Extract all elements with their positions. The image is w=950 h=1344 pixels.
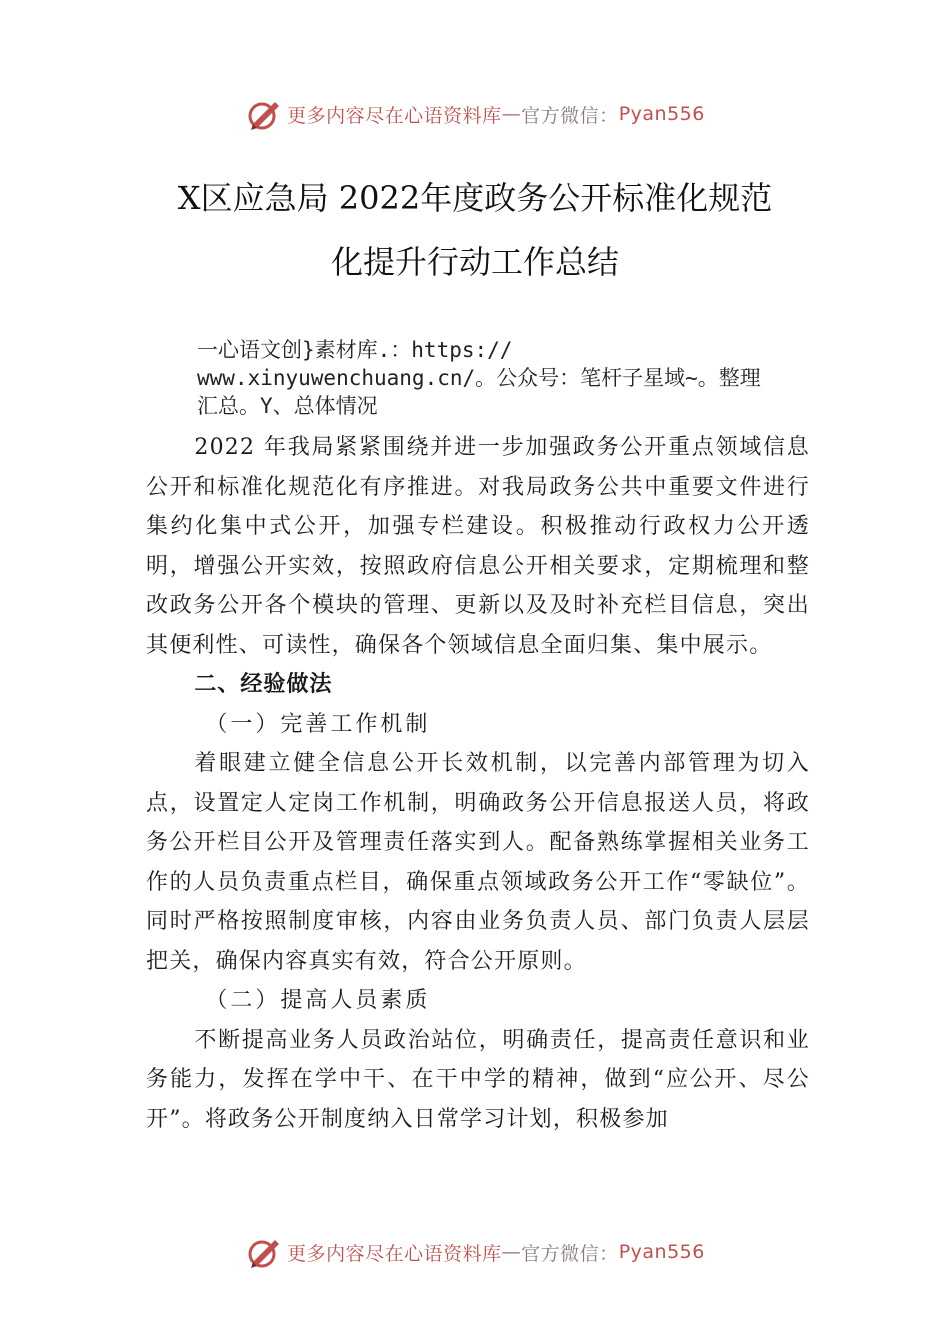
watermark-wechat-id: Pyan556 bbox=[618, 1241, 705, 1263]
paragraph-overview: 2022 年我局紧紧围绕并进一步加强政务公开重点领域信息公开和标准化规范化有序推进。对我局政务公共中重要文件进行集约化集中式公开，加强专栏建设。积极推动行政权力公开透明，增强公开实效，按照政府信息公开相关要求，定期梳理和整改政务公开各个模块的管理、更新以及及时补充栏目信息，突出其便利性、可读性，确保各个领域信息全面归集、集中展示。 bbox=[146, 435, 810, 658]
watermark-separator: — bbox=[501, 1241, 522, 1263]
subheading-mechanism: （一）完善工作机制 bbox=[205, 711, 431, 737]
watermark-wechat-id: Pyan556 bbox=[618, 103, 705, 125]
watermark-banner-top bbox=[0, 94, 950, 134]
watermark-banner-bottom bbox=[0, 1232, 950, 1272]
watermark-main-text: 更多内容尽在心语资料库 bbox=[287, 1242, 502, 1265]
watermark-wechat-label: 官方微信： bbox=[521, 104, 619, 127]
section-heading-experience: 二、经验做法 bbox=[194, 672, 333, 697]
paragraph-mechanism: 着眼建立健全信息公开长效机制，以完善内部管理为切入点，设置定人定岗工作机制，明确政务公开信息报送人员，将政务公开栏目公开及管理责任落实到人。配备熟练掌握相关业务工作的人员负责重点栏目，确保重点领域政务公开工作“零缺位”。同时严格按照制度审核，内容由业务负责人员、部门负责人层层把关，确保内容真实有效，符合公开原则。 bbox=[146, 751, 810, 974]
document-title bbox=[140, 166, 810, 294]
document-body bbox=[146, 428, 810, 1139]
pen-logo-icon bbox=[245, 1234, 283, 1270]
watermark-wechat-label: 官方微信： bbox=[521, 1242, 619, 1265]
pen-logo-icon bbox=[245, 96, 283, 132]
paragraph-quality: 不断提高业务人员政治站位，明确责任，提高责任意识和业务能力，发挥在学中干、在干中学的精神，做到“应公开、尽公开”。将政务公开制度纳入日常学习计划，积极参加 bbox=[146, 1027, 810, 1132]
source-line: 一心语文创}素材库.：https:// www.xinyuwenchuang.cn/。公众号：笔杆子星域~。整理 汇总。Y、总体情况 bbox=[197, 338, 761, 418]
watermark-separator: — bbox=[501, 103, 522, 125]
subheading-quality: （二）提高人员素质 bbox=[205, 988, 431, 1013]
title-line-2: 化提升行动工作总结 bbox=[330, 243, 619, 281]
title-line-1: X区应急局 2022年度政务公开标准化规范 bbox=[177, 179, 773, 217]
watermark-main-text: 更多内容尽在心语资料库 bbox=[287, 104, 502, 127]
